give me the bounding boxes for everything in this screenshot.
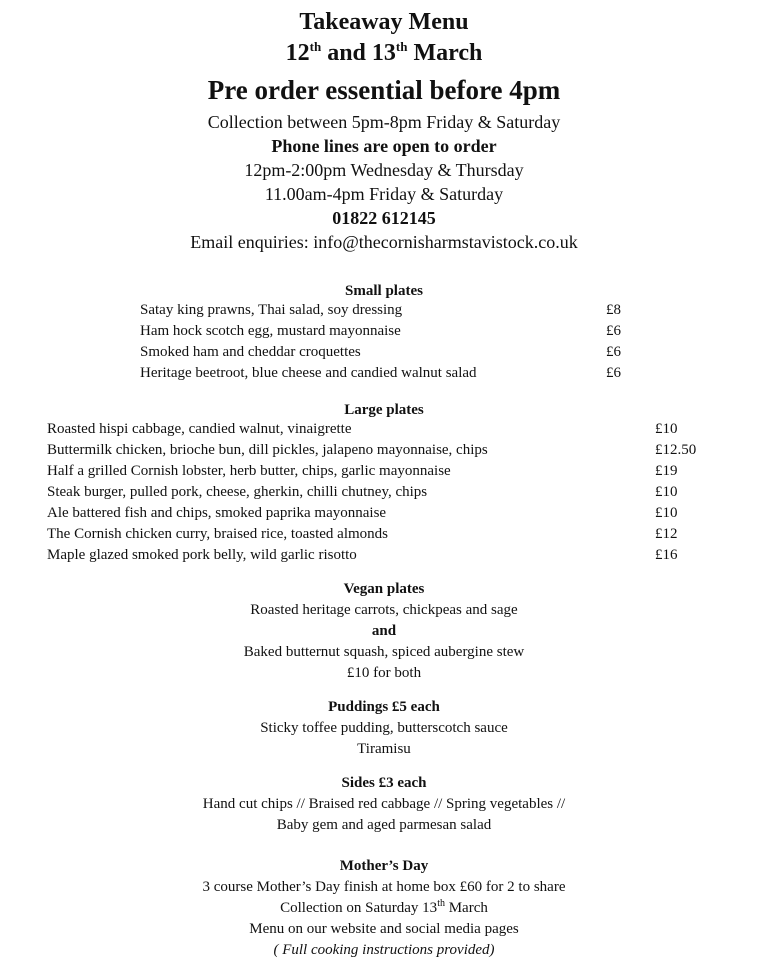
menu-item-row: [0, 363, 768, 384]
menu-item-name: Steak burger, pulled pork, cheese, gherkin, chilli chutney, chips: [47, 484, 428, 500]
menu-item-row: [0, 524, 768, 545]
menu-item-name: Half a grilled Cornish lobster, herb butter, chips, garlic mayonnaise: [47, 463, 451, 479]
phone-hours-weekend: 11.00am-4pm Friday & Saturday: [264, 184, 504, 204]
vegan-and: and: [371, 623, 397, 639]
menu-item-name: The Cornish chicken curry, braised rice, toasted almonds: [47, 526, 389, 542]
vegan-price: £10 for both: [346, 665, 422, 681]
mothers-day-collection: Collection on Saturday 13th March: [280, 898, 488, 916]
menu-item-price: £16: [655, 547, 678, 563]
menu-item-price: £6: [606, 344, 621, 360]
menu-item-row: [0, 545, 768, 566]
menu-item-row: [0, 461, 768, 482]
menu-item-price: £8: [606, 302, 621, 318]
pudding-2: Tiramisu: [357, 741, 411, 757]
sides-title: Sides £3 each: [341, 775, 427, 791]
menu-item-name: Buttermilk chicken, brioche bun, dill pickles, jalapeno mayonnaise, chips: [47, 442, 488, 458]
menu-item-row: [0, 419, 768, 440]
collection-times: Collection between 5pm-8pm Friday & Saturday: [207, 112, 561, 132]
email-enquiries: Email enquiries: info@thecornisharmstavistock.co.uk: [190, 232, 578, 252]
menu-item-row: [0, 440, 768, 461]
large-plates-title: Large plates: [344, 402, 424, 418]
menu-item-price: £6: [606, 365, 621, 381]
small-plates-title: Small plates: [345, 283, 423, 299]
menu-item-row: [0, 321, 768, 342]
phone-number: 01822 612145: [332, 208, 436, 228]
phone-heading: Phone lines are open to order: [271, 136, 497, 156]
mothers-day-box: 3 course Mother’s Day finish at home box £60 for 2 to share: [202, 879, 566, 895]
sides-line-2: Baby gem and aged parmesan salad: [276, 817, 492, 833]
menu-dates: 12th and 13th March: [285, 39, 483, 66]
menu-item-price: £10: [655, 421, 678, 437]
menu-title: Takeaway Menu: [299, 9, 469, 35]
menu-page: [0, 8, 768, 968]
menu-item-price: £6: [606, 323, 621, 339]
menu-item-name: Ham hock scotch egg, mustard mayonnaise: [140, 323, 401, 339]
vegan-plates-title: Vegan plates: [343, 581, 425, 597]
vegan-dish-1: Roasted heritage carrots, chickpeas and sage: [250, 602, 518, 618]
menu-item-price: £12: [655, 526, 678, 542]
menu-item-row: [0, 503, 768, 524]
puddings-title: Puddings £5 each: [328, 699, 440, 715]
menu-item-name: Satay king prawns, Thai salad, soy dressing: [140, 302, 403, 318]
menu-item-price: £12.50: [655, 442, 697, 458]
menu-item-name: Ale battered fish and chips, smoked paprika mayonnaise: [47, 505, 387, 521]
menu-item-row: [0, 482, 768, 503]
sides-line-1: Hand cut chips // Braised red cabbage // Spring vegetables //: [202, 796, 566, 812]
mothers-day-title: Mother’s Day: [339, 858, 429, 874]
preorder-notice: Pre order essential before 4pm: [207, 75, 561, 105]
menu-item-name: Maple glazed smoked pork belly, wild garlic risotto: [47, 547, 357, 563]
mothers-day-menu-note: Menu on our website and social media pages: [249, 921, 519, 937]
menu-item-name: Smoked ham and cheddar croquettes: [140, 344, 361, 360]
vegan-dish-2: Baked butternut squash, spiced aubergine stew: [243, 644, 525, 660]
menu-item-price: £19: [655, 463, 678, 479]
menu-item-row: [0, 300, 768, 321]
phone-hours-weekday: 12pm-2:00pm Wednesday & Thursday: [244, 160, 524, 180]
menu-item-price: £10: [655, 484, 678, 500]
menu-item-name: Heritage beetroot, blue cheese and candied walnut salad: [140, 365, 477, 381]
cooking-instructions-note: ( Full cooking instructions provided): [273, 942, 495, 958]
menu-item-price: £10: [655, 505, 678, 521]
menu-item-row: [0, 342, 768, 363]
pudding-1: Sticky toffee pudding, butterscotch sauce: [260, 720, 508, 736]
menu-item-name: Roasted hispi cabbage, candied walnut, vinaigrette: [47, 421, 352, 437]
